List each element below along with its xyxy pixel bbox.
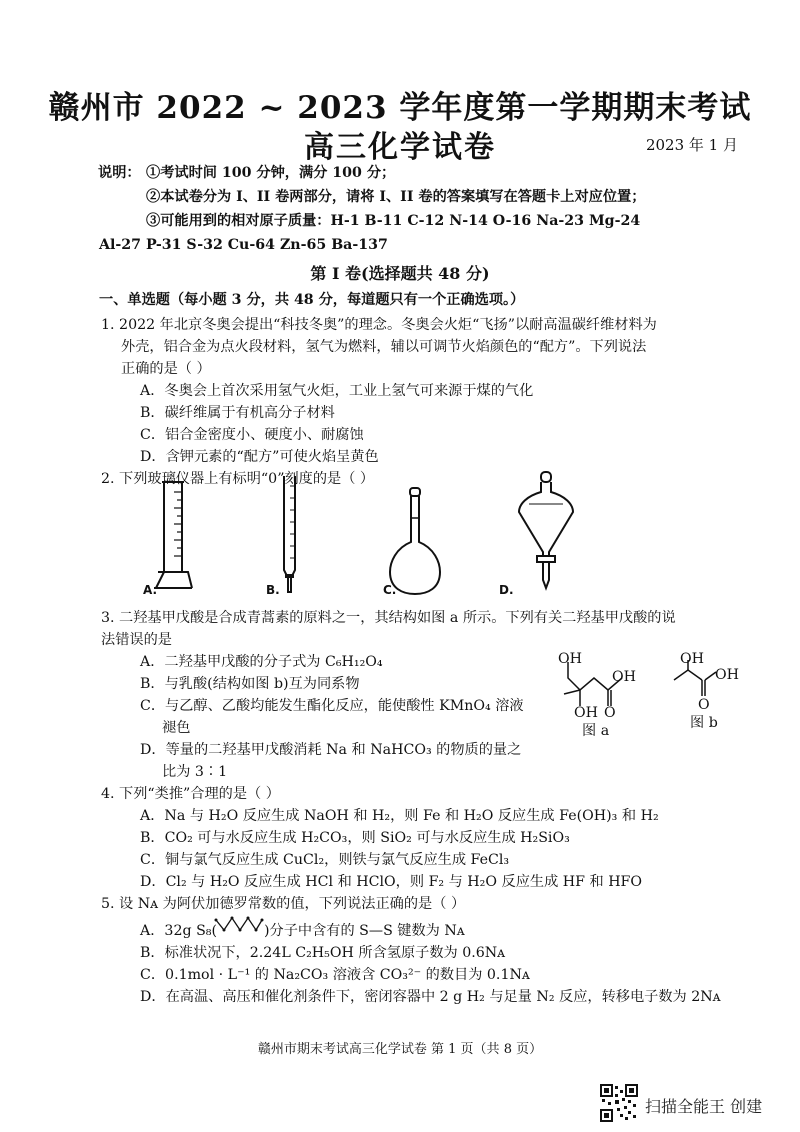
volumetric-flask-icon <box>388 488 442 598</box>
q2-label-b: B. <box>266 583 280 597</box>
q3-option-c-1: C．与乙醇、乙酸均能发生酯化反应，能使酸性 KMnO₄ 溶液 <box>140 698 524 714</box>
q1-option-a: A．冬奥会上首次采用氢气火炬，工业上氢气可来源于煤的气化 <box>140 383 534 399</box>
q5-stem: 5. 设 Nᴀ 为阿伏加德罗常数的值，下列说法正确的是（ ） <box>101 896 466 912</box>
q2-label-a: A. <box>143 583 158 597</box>
note-3a: ③可能用到的相对原子质量：H-1 B-11 C-12 N-14 O-16 Na-23 Mg-24 <box>146 213 641 229</box>
qr-code-icon <box>600 1084 638 1122</box>
page-footer: 赣州市期末考试高三化学试卷 第 1 页（共 8 页） <box>257 1042 543 1057</box>
q4-option-d: D．Cl₂ 与 H₂O 反应生成 HCl 和 HClO，则 F₂ 与 H₂O 反应生成 HF 和 HFO <box>140 874 643 890</box>
q5-option-c: C．0.1mol · L⁻¹ 的 Na₂CO₃ 溶液含 CO₃²⁻ 的数目为 0.1Nᴀ <box>140 967 530 983</box>
q2-stem: 2. 下列玻璃仪器上有标明“0”刻度的是（ ） <box>101 471 375 487</box>
section-title: 第 I 卷(选择题共 48 分) <box>310 264 490 283</box>
exam-subtitle: 高三化学试卷 <box>304 130 496 165</box>
burette-icon <box>280 474 300 596</box>
q5-option-a-1: A．32g S₈( <box>140 923 218 939</box>
q4-option-a: A．Na 与 H₂O 反应生成 NaOH 和 H₂，则 Fe 和 H₂O 反应生成 Fe(OH)₃ 和 H₂ <box>140 808 659 824</box>
q4-option-c: C．铜与氯气反应生成 CuCl₂，则铁与氯气反应生成 FeCl₃ <box>140 852 510 868</box>
separatory-funnel-icon <box>515 472 577 594</box>
note-2: ②本试卷分为 I、II 卷两部分，请将 I、II 卷的答案填写在答题卡上对应位置； <box>146 189 646 205</box>
q3-option-d-2: 比为 3∶1 <box>162 764 228 780</box>
fig-b-oh-right: OH <box>715 667 740 683</box>
note-3b: Al-27 P-31 S-32 Cu-64 Zn-65 Ba-137 <box>99 237 388 253</box>
q4-option-b: B．CO₂ 可与水反应生成 H₂CO₃，则 SiO₂ 可与水反应生成 H₂SiO₃ <box>140 830 570 846</box>
fig-a-caption: 图 a <box>582 723 610 739</box>
part-heading: 一、单选题（每小题 3 分，共 48 分，每道题只有一个正确选项。） <box>99 292 525 308</box>
scanner-watermark: 扫描全能王 创建 <box>645 1097 763 1116</box>
q1-option-d: D．含钾元素的“配方”可使火焰呈黄色 <box>140 449 379 465</box>
graduated-cylinder-icon <box>148 478 198 596</box>
q3-stem-2: 法错误的是 <box>101 632 172 648</box>
q1-stem-1: 1. 2022 年北京冬奥会提出“科技冬奥”的理念。冬奥会火炬“飞扬”以耐高温碳纤维材料为 <box>101 317 657 333</box>
fig-b-oh-top: OH <box>680 651 705 667</box>
fig-a-oh-right: OH <box>612 669 637 685</box>
fig-a-o: O <box>604 705 616 721</box>
fig-b-caption: 图 b <box>690 715 718 731</box>
q5-option-d: D．在高温、高压和催化剂条件下，密闭容器中 2 g H₂ 与足量 N₂ 反应，转移电子数为 2Nᴀ <box>140 989 721 1005</box>
exam-title: 赣州市 2022 ~ 2023 学年度第一学期期末考试 <box>48 90 752 126</box>
q1-stem-3: 正确的是（ ） <box>121 361 211 377</box>
q5-option-a-2: )分子中含有的 S—S 键数为 Nᴀ <box>264 923 465 939</box>
s8-ring-icon <box>212 910 264 936</box>
fig-b-o: O <box>698 697 710 713</box>
note-1: ①考试时间 100 分钟，满分 100 分； <box>146 165 396 181</box>
q5-option-b: B．标准状况下，2.24L C₂H₅OH 所含氢原子数为 0.6Nᴀ <box>140 945 506 961</box>
q3-option-b: B．与乳酸(结构如图 b)互为同系物 <box>140 676 360 692</box>
q3-option-c-2: 褪色 <box>162 720 191 736</box>
notes-label: 说明： <box>98 165 141 181</box>
q4-stem: 4. 下列“类推”合理的是（ ） <box>101 786 280 802</box>
fig-a-oh-bottom: OH <box>574 705 599 721</box>
q3-option-a: A．二羟基甲戊酸的分子式为 C₆H₁₂O₄ <box>140 654 383 670</box>
fig-a-oh-top: OH <box>558 651 583 667</box>
q1-stem-2: 外壳，铝合金为点火段材料，氢气为燃料，辅以可调节火焰颜色的“配方”。下列说法 <box>121 339 647 355</box>
exam-date: 2023 年 1 月 <box>645 136 738 154</box>
q2-label-c: C. <box>383 583 397 597</box>
q3-stem-1: 3. 二羟基甲戊酸是合成青蒿素的原料之一，其结构如图 a 所示。下列有关二羟基甲戊酸的说 <box>101 610 676 626</box>
q1-option-c: C．铝合金密度小、硬度小、耐腐蚀 <box>140 427 364 443</box>
q2-label-d: D. <box>499 583 514 597</box>
q3-option-d-1: D．等量的二羟基甲戊酸消耗 Na 和 NaHCO₃ 的物质的量之 <box>140 742 522 758</box>
q1-option-b: B．碳纤维属于有机高分子材料 <box>140 405 335 421</box>
